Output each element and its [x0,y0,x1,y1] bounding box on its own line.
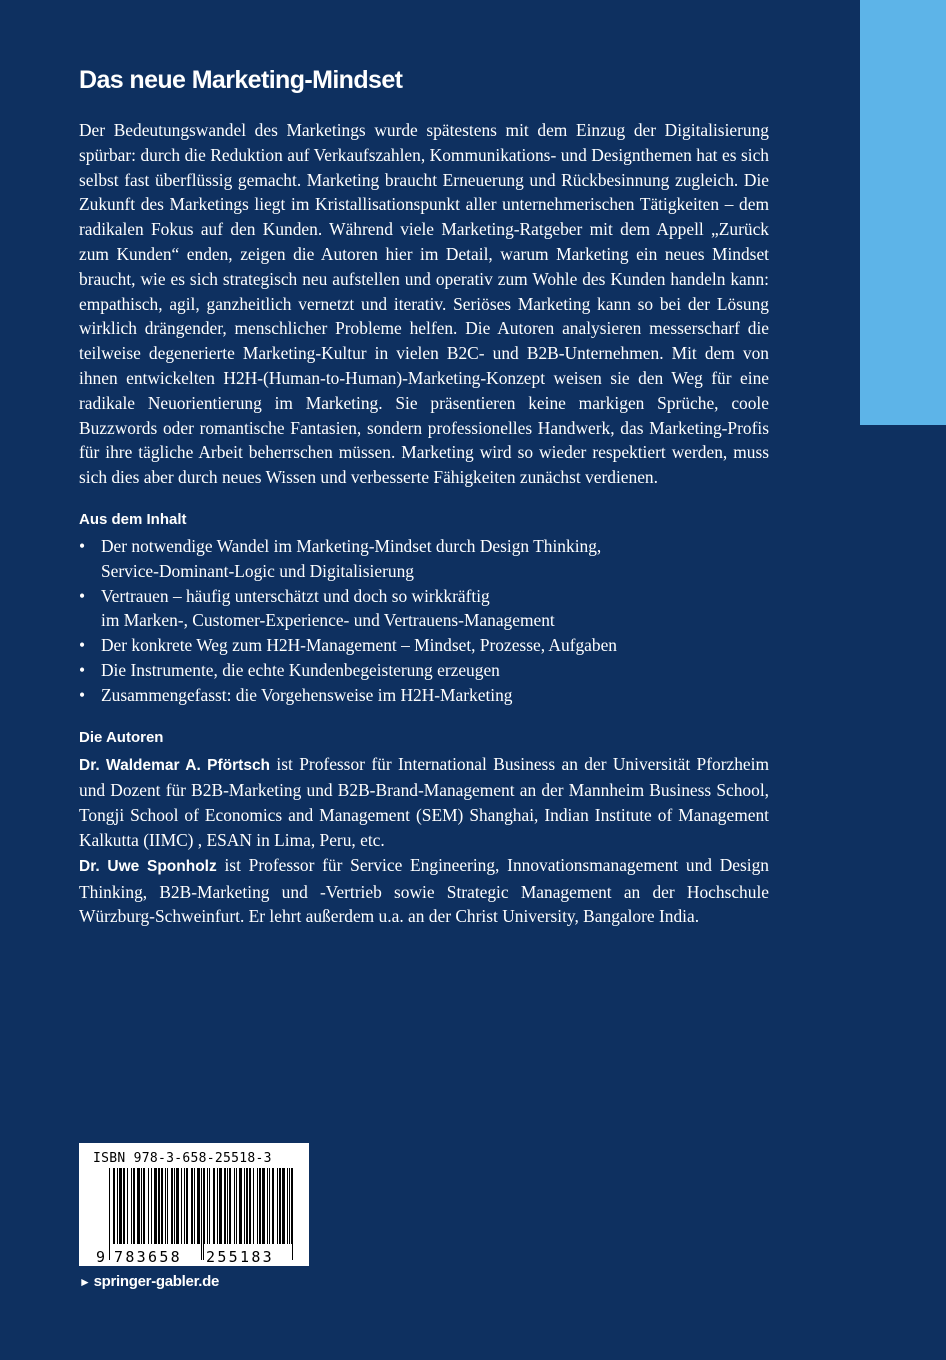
barcode-bar [131,1168,132,1246]
barcode-digits-left: 783658 [114,1248,182,1266]
barcode-digits-right: 255183 [206,1248,274,1266]
barcode-bar [217,1168,218,1246]
barcode-bar [109,1168,110,1260]
barcode-bar [279,1168,281,1246]
author-name: Dr. Uwe Sponholz [79,857,217,875]
barcode-bar [272,1168,274,1246]
barcode-bar [197,1168,200,1246]
bullet-icon: • [79,684,86,705]
website-link[interactable]: springer-gabler.de [93,1273,220,1290]
barcode-bar [137,1168,140,1246]
barcode-bar [227,1168,228,1246]
barcode-bar [249,1168,251,1246]
barcode-bar [174,1168,175,1246]
barcode-bar [257,1168,258,1246]
barcode-graphic [79,1168,309,1266]
author-bio: ist Professor für Service Engineering, Innovationsmanagement und Design Thinking, B2B-Marketing und -Vertrieb sowie Strategic Management an der Hochschule Würzburg-Schweinfurt. Er lehrt außerdem u.a. an der Christ University, Bangalore India. [79,854,769,927]
barcode-digit-prefix: 9 [96,1248,106,1266]
list-item-line: Der notwendige Wandel im Marketing-Mindset durch Design Thinking, [101,535,602,556]
barcode-bar [207,1168,208,1246]
author-name: Dr. Waldemar A. Pförtsch [79,756,271,774]
barcode-bar [113,1168,115,1246]
barcode-bar [253,1168,254,1246]
list-item [79,584,769,634]
author-bio: ist Professor für International Business an der Universität Pforzheim und Dozent für B2B-Marketing und B2B-Brand-Management an der Mannheim Business School, Tongji School of Economics and Management (SEM) Shanghai, Indian Institute of Management Kalkutta (IIMC) , ESAN in Lima, Peru, etc. [79,753,769,850]
barcode-bar [267,1168,268,1246]
barcode-bar [171,1168,173,1246]
barcode-bar [181,1168,182,1246]
barcode-bar [229,1168,231,1246]
list-item-line: im Marken-, Customer-Experience- und Vertrauens-Management [101,610,555,631]
barcode-bar [236,1168,237,1246]
barcode-bar [176,1168,179,1246]
bullet-icon: • [79,585,86,606]
barcode-bar [191,1168,193,1246]
barcode-bar [201,1168,202,1260]
barcode-bar [246,1168,248,1246]
list-item-line: Die Instrumente, die echte Kundenbegeisterung erzeugen [101,659,500,680]
barcode-bar [287,1168,288,1246]
barcode-bar [234,1168,235,1246]
play-arrow-icon: ► [79,1275,91,1289]
barcode-bar [117,1168,118,1246]
barcode-bar [127,1168,128,1246]
barcode-bar [282,1168,285,1246]
barcode-bar [244,1168,245,1246]
authors-paragraph [79,752,769,930]
barcode-bar [165,1168,166,1246]
bullet-icon: • [79,659,86,680]
bullet-icon: • [79,635,86,656]
list-item-line: Service-Dominant-Logic und Digitalisierung [101,560,414,581]
bullet-icon: • [79,535,86,556]
barcode-bar [184,1168,185,1246]
back-cover-content [79,64,769,929]
barcode-bar [224,1168,226,1246]
intro-paragraph: Der Bedeutungswandel des Marketings wurde spätestens mit dem Einzug der Digitalisierung spürbar: durch die Reduktion auf Verkaufszahlen, Kommunikations- und Designthemen hat es sich selbst fast überflüssig gemacht. Marketing braucht Erneuerung und Rückbesinnung zugleich. Die Zukunft des Marketings liegt im Kristallisationspunkt aller unternehmerischen Tätigkeiten – dem radikalen Fokus auf den Kunden. Während viele Marketing-Ratgeber mit dem Appell „Zurück zum Kunden“ enden, zeigen die Autoren hier im Detail, warum Marketing ein neues Mindset braucht, wie es sich strategisch neu aufstellen und operativ zum Wohle des Kunden handeln kann: empathisch, agil, ganzheitlich vernetzt und iterativ. Seriöses Marketing kann so bei der Lösung wirklich drängender, menschlicher Probleme helfen. Die Autoren analysieren messerscharf die teilweise degenerierte Marketing-Kultur in vielen B2C- und B2B-Unternehmen. Mit dem von ihnen entwickelten H2H-(Human-to-Human)-Marketing-Konzept weisen sie den Weg für eine radikale Neuorientierung im Marketing. Sie präsentieren keine markigen Sprüche, coole Buzzwords oder romantische Fantasien, sondern professionelles Handwerk, das Marketing-Profis für ihre tägliche Arbeit beherrschen müssen. Marketing wird so wieder respektiert werden, muss sich dies aber durch neues Wissen und verbesserte Fähigkeiten zunächst verdienen. [79,120,769,488]
barcode-bar [154,1168,157,1246]
authors-heading: Die Autoren [79,728,164,746]
barcode-bar [167,1168,168,1246]
barcode-bar [194,1168,195,1246]
barcode-bar [186,1168,188,1246]
list-item [79,534,769,584]
barcode-bar [259,1168,261,1246]
barcode-bar [289,1168,290,1246]
barcode-bar [133,1168,135,1246]
list-item-line: Zusammengefasst: die Vorgehensweise im H2H-Marketing [101,684,513,705]
barcode-bar [219,1168,222,1246]
barcode-bar [158,1168,160,1246]
barcode-bar [143,1168,145,1246]
barcode-bar [213,1168,215,1246]
barcode-bar [151,1168,152,1246]
barcode-bar [277,1168,278,1246]
barcode-bar [141,1168,142,1246]
list-item-line: Der konkrete Weg zum H2H-Management – Mindset, Prozesse, Aufgaben [101,635,617,656]
barcode-bar [262,1168,265,1246]
barcode-bar [119,1168,122,1246]
contents-heading: Aus dem Inhalt [79,510,187,528]
barcode-bar [161,1168,163,1246]
barcode-bar [269,1168,270,1246]
list-item [79,658,769,683]
list-item-line: Vertrauen – häufig unterschätzt und doch so wirkkräftig [101,585,490,606]
book-title: Das neue Marketing-Mindset [79,66,403,94]
barcode-bar [148,1168,149,1246]
contents-list [79,534,769,708]
publisher-website [79,1272,219,1292]
barcode-bar [239,1168,242,1246]
barcode-bar [209,1168,210,1246]
list-item [79,633,769,658]
isbn-barcode [79,1143,309,1266]
barcode-bar [123,1168,125,1246]
isbn-label: ISBN 978-3-658-25518-3 [93,1151,272,1166]
accent-bar [860,0,946,425]
list-item [79,683,769,708]
